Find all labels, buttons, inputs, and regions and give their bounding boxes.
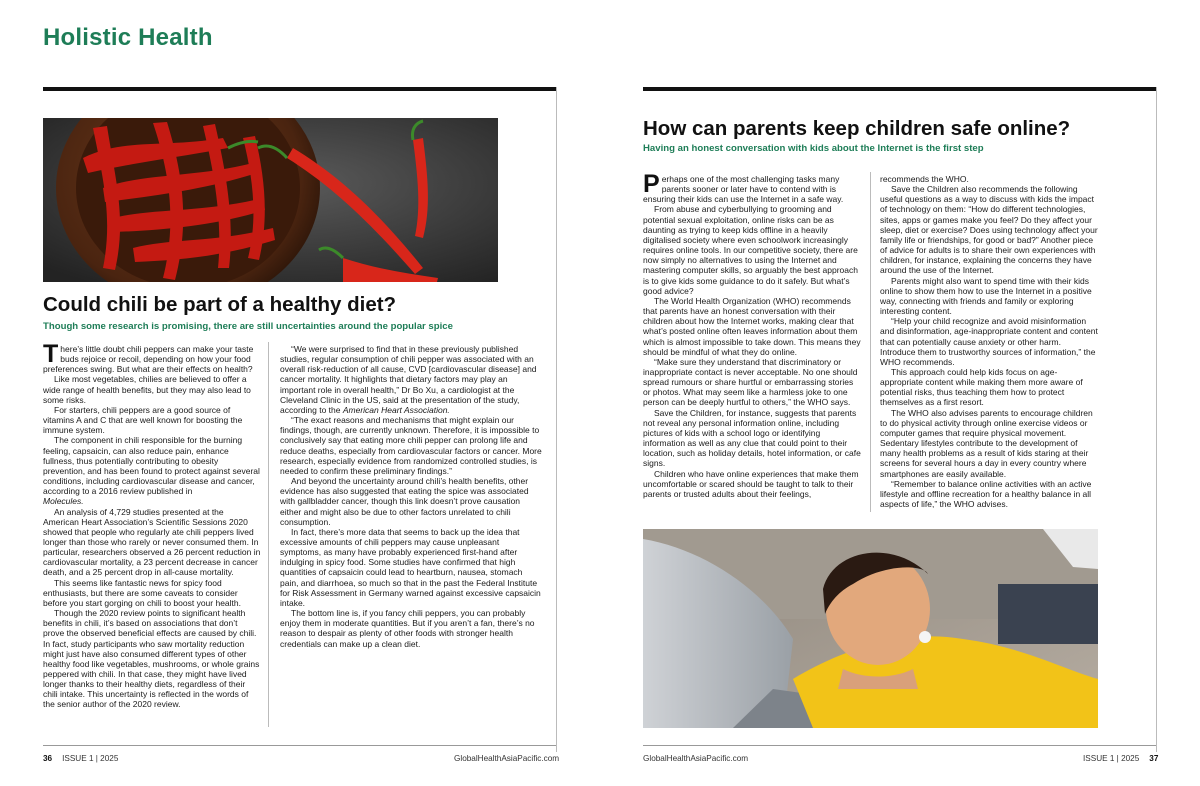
left-col1-para-3: For starters, chili peppers are a good source of vitamins A and C that are well known for boosting the immune system.: [43, 404, 243, 436]
left-col1-para-5: An analysis of 4,729 studies presented at the American Heart Association’s Scientific Sessions 2020 showed that people who regularly ate chili peppers lived longer than those who rarely or never consumed them. In particular, researchers observed a 26 percent reduction in cardiovascular mortality, a 23 percent decrease in cancer death, and a 25 percent drop in all-cause mortality.: [43, 506, 261, 578]
right-col1-para-4: “Make sure they understand that discriminatory or inappropriate contact is never acceptable. No one should spread rumours or share hurtful or embarrassing stories or photos. What may seem like a harmless joke to one person can be deeply hurtful to others,” the WHO says.: [643, 356, 858, 408]
left-col2-para-1: “We were surprised to find that in these previously published studies, regular consumption of chili pepper was associated with an overall risk-reduction of all cause, CVD [cardiovascular disease] and cancer mortality. It highlights that dietary factors may play an important role in overall health,” Dr Bo Xu, a cardiologist at the Cleveland Clinic in the US, said at the presentation of the study, according to the American Heart Association.: [280, 344, 537, 415]
left-footer: [43, 754, 118, 763]
right-column-divider: [870, 172, 871, 512]
right-col1-para-5: Save the Children, for instance, suggests that parents not reveal any personal information online, including pictures of kids with a school logo or identifying information as well as any clue that could point to their location, such as holiday details, hotel information, or cafe signs.: [643, 407, 861, 469]
left-column-1: [43, 340, 261, 710]
right-col2-para-6: The WHO also advises parents to encourage children to do physical activity through online exercise videos or computer games that require physical movement. Sedentary lifestyles contribute to the development of many health problems as a result of kids staring at their screens for several hours a day in every country where smartphones are easily available.: [880, 407, 1093, 479]
left-col1-para-7: Though the 2020 review points to significant health benefits in chili, it’s based on associations that don’t prove the observed beneficial effects are caused by chili. In fact, study participants who saw mortality reduction might just have also consumed different types of other healthy food like vegetables, mushrooms, or whole grains peppered with chili. In that case, they might have lived longer thanks to their healthy diets, regardless of their chili intake. This uncertainty is reflected in the words of the senior author of the 2020 review.: [43, 608, 260, 710]
right-issue: ISSUE 1 | 2025: [1083, 754, 1140, 763]
right-col2-para-7: “Remember to balance online activities with an active lifestyle and offline recreation for a healthy balance in all aspects of life,” the WHO advises.: [880, 478, 1092, 509]
left-col1-para-1: There’s little doubt chili peppers can make your taste buds rejoice or recoil, depending on how your food preferences swing. But what are their effects on health?: [43, 340, 254, 375]
left-column-2: [280, 344, 542, 649]
left-column-divider: [268, 342, 269, 727]
right-col2-para-1: recommends the WHO.: [880, 174, 969, 184]
right-col1-para-6: Children who have online experiences that make them uncomfortable or scared should be taught to talk to their parents or trusted adults about their feelings,: [643, 468, 859, 499]
section-title: Holistic Health: [43, 24, 213, 51]
right-col1-para-3: The World Health Organization (WHO) recommends that parents have an honest conversation with their children about how the Internet works, making clear that what’s posted online often leaves information about them which is almost impossible to take down. This means they should be mindful of what they do online.: [643, 295, 861, 357]
right-footer-site: GlobalHealthAsiaPacific.com: [643, 754, 749, 763]
right-col2-para-2: Save the Children also recommends the following useful questions as a way to discuss with kids the impact of technology on them: “How do different technologies, sites, apps or games make you feel? Do they affect your sleep, diet or exercise? Does using technology affect your family life or friendships, for good or bad?” Another piece of advice for adults is to share their own experiences with children, for instance, explaining the concerns they have around the use of the Internet.: [880, 184, 1098, 276]
left-headline: Could chili be part of a healthy diet?: [43, 293, 397, 316]
right-dropcap: P: [643, 170, 660, 198]
right-column-2: [880, 174, 1098, 509]
left-footer-site: GlobalHealthAsiaPacific.com: [454, 754, 560, 763]
right-edge-line: [1156, 87, 1157, 752]
chili-illustration: [43, 118, 498, 282]
right-column-1: [643, 170, 861, 499]
right-page-number: 37: [1149, 754, 1159, 763]
left-gutter-line: [556, 87, 557, 752]
left-dropcap: T: [43, 340, 59, 368]
left-col1-para-2: Like most vegetables, chilies are believed to offer a wide range of health benefits, but they may also lead to some risks.: [43, 374, 251, 405]
right-col1-para-2: From abuse and cyberbullying to grooming and potential sexual exploitation, online risks can be as daunting as trying to keep kids offline in a heavily digitalised society where even schoolwork increasingly requires online tools. In our competitive society, there are now simply no alternatives to using the Internet and mastering computer skills, so arguably the best approach is to give kids some guidance to do it safely. But what’s good advice?: [643, 204, 858, 296]
right-top-rule: [643, 87, 1156, 91]
left-col2-para-5: The bottom line is, if you fancy chili peppers, you can probably enjoy them in moderate quantities. But if you aren’t a fan, there’s no reason to despair as plenty of other foods with stronger health credentials can make up a clean diet.: [280, 608, 535, 649]
right-standfirst: Having an honest conversation with kids about the Internet is the first step: [643, 143, 984, 154]
left-top-rule: [43, 87, 556, 91]
right-footer-rule: [643, 745, 1156, 746]
left-col2-para-3: And beyond the uncertainty around chili’s health benefits, other evidence has also suggested that eating the spice was associated with gallbladder cancer, though this link doesn’t prove causation either and might also be due to other factors unrelated to chili consumption.: [280, 476, 529, 527]
left-col2-para-4: In fact, there’s more data that seems to back up the idea that excessive amounts of chili peppers may cause unpleasant symptoms, as many have probably experienced first-hand after indulging in spicy food. Some studies have confirmed that high quantities of capsaicin could lead to heartburn, nausea, stomach pain, and diarrhoea, so much so that in the past the Federal Institute for Risk Assessment in Germany warned against excessive capsaicin intake.: [280, 526, 541, 608]
chili-photo: [43, 118, 498, 282]
right-col2-para-4: “Help your child recognize and avoid misinformation and disinformation, age-inappropriate content and content that can potentially cause anxiety or other harm. Introduce them to trustworthy sources of information,” the WHO recommends.: [880, 316, 1098, 367]
left-col2-para-2: “The exact reasons and mechanisms that might explain our findings, though, are currently unknown. Therefore, it is impossible to conclusively say that eating more chili pepper can prolong life and reduce deaths, especially from cardiovascular factors or cancer. More research, especially evidence from randomized controlled studies, is needed to confirm these preliminary findings.”: [280, 415, 542, 476]
right-col2-para-5: This approach could help kids focus on age-appropriate content while making them more aware of potential risks, thus teaching them how to protect themselves as a first resort.: [880, 366, 1083, 408]
left-page-number: 36: [43, 754, 53, 763]
right-col2-para-3: Parents might also want to spend time with their kids online to show them how to use the Internet in a positive way, connecting with friends and family or exploring interesting content.: [880, 275, 1092, 317]
boy-laptop-illustration: [643, 529, 1098, 728]
right-footer: [1083, 754, 1158, 763]
right-headline: How can parents keep children safe online?: [643, 117, 1071, 140]
left-issue: ISSUE 1 | 2025: [62, 754, 119, 763]
left-footer-rule: [43, 745, 556, 746]
left-col1-para-4: The component in chili responsible for the burning feeling, capsaicin, can also reduce pain, enhance fullness, thus potentially contributing to obesity prevention, and has been found to protect against several conditions, including cardiovascular disease and cancer, according to a 2016 review published in Molecules.: [43, 435, 260, 507]
left-col1-para-6: This seems like fantastic news for spicy food enthusiasts, but there are some caveats to consider before you start gorging on chili to boost your health.: [43, 577, 241, 608]
boy-laptop-photo: [643, 529, 1098, 728]
right-col1-para-1: Perhaps one of the most challenging tasks many parents sooner or later have to contend with is ensuring their kids can use the Internet in a safe way.: [643, 170, 844, 205]
left-standfirst: Though some research is promising, there are still uncertainties around the popular spice: [43, 321, 453, 332]
